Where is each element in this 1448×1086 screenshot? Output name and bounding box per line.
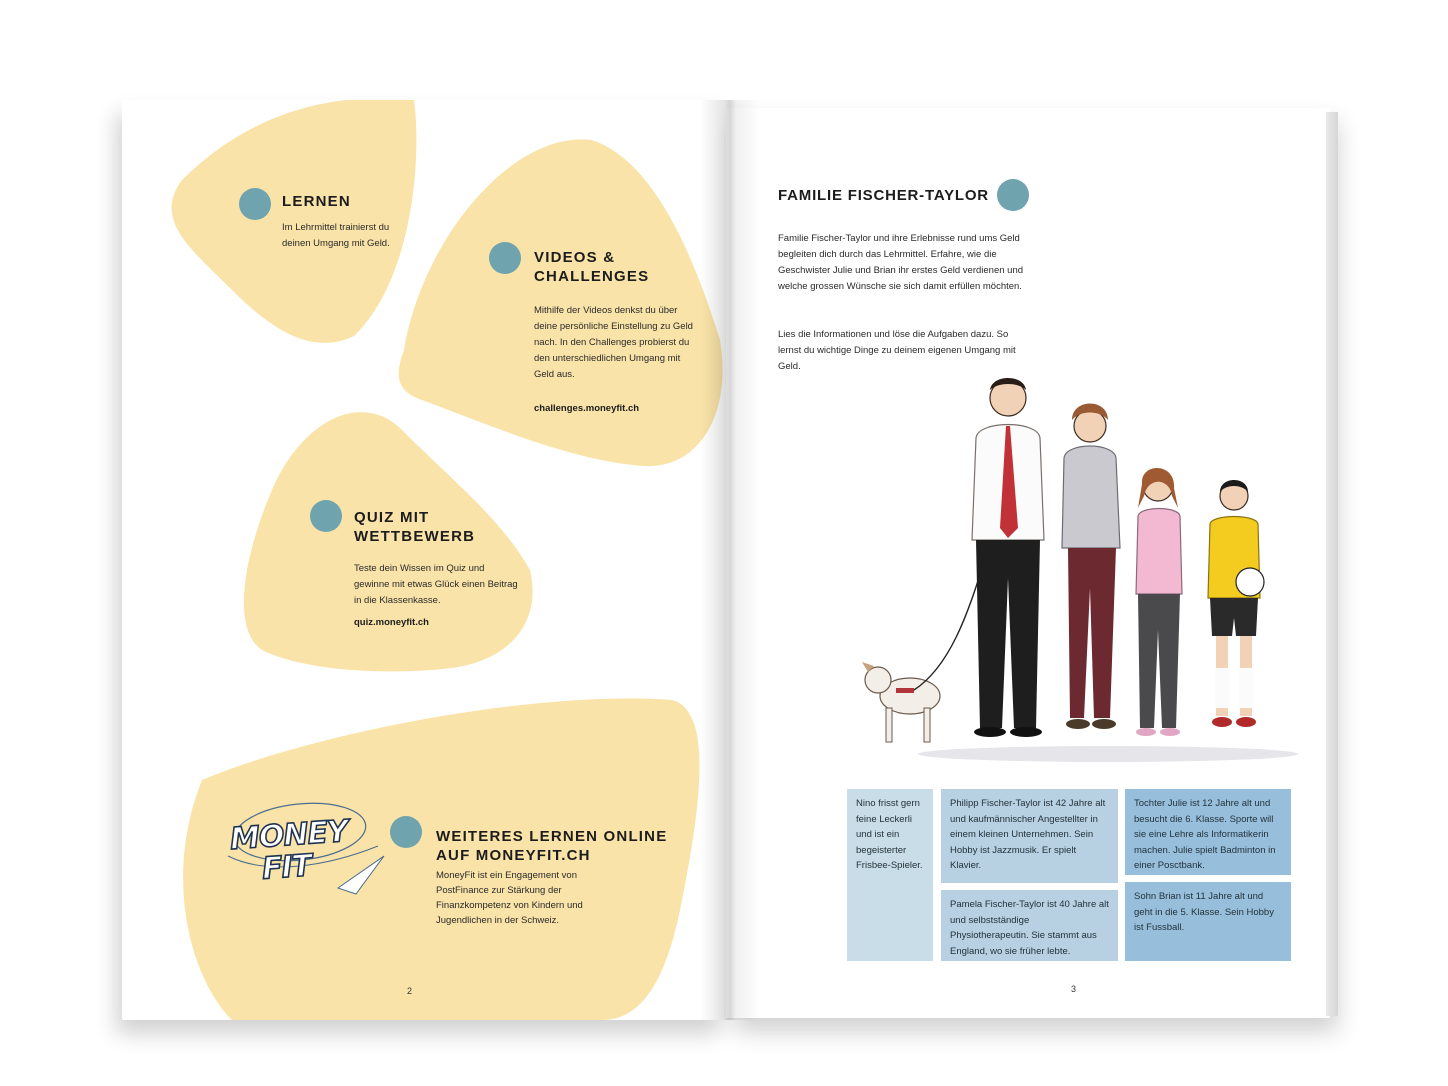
family-illustration [858,368,1298,768]
family-intro-2: Lies die Informationen und löse die Aufgaben dazu. So lernst du wichtige Dinge zu deinem eigenen Umgang mit Geld. [778,329,1016,372]
page-stack-edge [1326,112,1338,1016]
info-box-philipp: Philipp Fischer-Taylor ist 42 Jahre alt und kaufmännischer Angestellter in einem kleinen Unternehmen. Sein Hobby ist Jazzmusik. Er spielt Klavier. [941,789,1118,883]
family-title: FAMILIE FISCHER-TAYLOR [778,187,989,204]
videos-title-line1: VIDEOS & [534,249,616,266]
dog-nino-icon [862,548,988,742]
quiz-link[interactable]: quiz.moneyfit.ch [354,617,429,628]
online-title-line1: WEITERES LERNEN ONLINE [436,828,668,845]
daughter-julie-icon [1136,468,1182,736]
father-philipp-icon [972,378,1044,737]
quiz-text: Teste dein Wissen im Quiz und gewinne mit etwas Glück einen Beitrag in die Klassenkasse. [354,563,518,606]
page-number-left: 2 [407,986,413,996]
videos-link[interactable]: challenges.moneyfit.ch [534,403,640,414]
mother-pamela-icon [1062,404,1120,730]
quiz-title-line2: WETTBEWERB [354,528,476,545]
page-number-right: 3 [1071,984,1077,994]
left-page [122,100,726,1020]
info-box-pamela: Pamela Fischer-Taylor ist 40 Jahre alt und selbstständige Physiotherapeutin. Sie stammt aus England, wo sie früher lebte. [941,890,1118,961]
info-box-nino: Nino frisst gern feine Leckerli und ist ein begeisterter Frisbee-Spieler. [847,789,933,961]
right-page [726,108,1330,1018]
moneyfit-logo [208,796,388,906]
videos-title-line2: CHALLENGES [534,268,650,285]
videos-text: Mithilfe der Videos denkst du über deine persönliche Einstellung zu Geld nach. In den Challenges probierst du den unterschiedlichen Umgang mit Geld aus. [534,305,693,380]
online-title-line2: AUF MONEYFIT.CH [436,847,591,864]
quiz-title-line1: QUIZ MIT [354,509,430,526]
moneyfit-logo-line2: FIT [260,848,313,887]
lernen-dot-icon [239,188,271,220]
moneyfit-logo-line1: MONEY [228,813,349,858]
family-dot-icon [997,179,1029,211]
info-box-brian: Sohn Brian ist 11 Jahre alt und geht in die 5. Klasse. Sein Hobby ist Fussball. [1125,882,1291,961]
family-intro-1: Familie Fischer-Taylor und ihre Erlebnisse rund ums Geld begleiten dich durch das Lehrmittel. Erfahre, wie die Geschwister Julie und Brian ihr erstes Geld verdienen und welche grossen Wünsche sie sich damit erfüllen möchten. [778,233,1024,292]
lernen-title: LERNEN [282,193,351,210]
info-box-julie: Tochter Julie ist 12 Jahre alt und besucht die 6. Klasse. Sporte will sie eine Lehre als Informatikerin machen. Julie spielt Badminton in einer Posctbank. [1125,789,1291,875]
online-dot-icon [390,816,422,848]
online-text: MoneyFit ist ein Engagement von PostFinance zur Stärkung der Finanzkompetenz von Kindern und Jugendlichen in der Schweiz. [436,870,583,926]
quiz-dot-icon [310,500,342,532]
son-brian-icon [1208,480,1264,727]
lernen-text: Im Lehrmittel trainierst du deinen Umgang mit Geld. [282,222,390,249]
videos-dot-icon [489,242,521,274]
